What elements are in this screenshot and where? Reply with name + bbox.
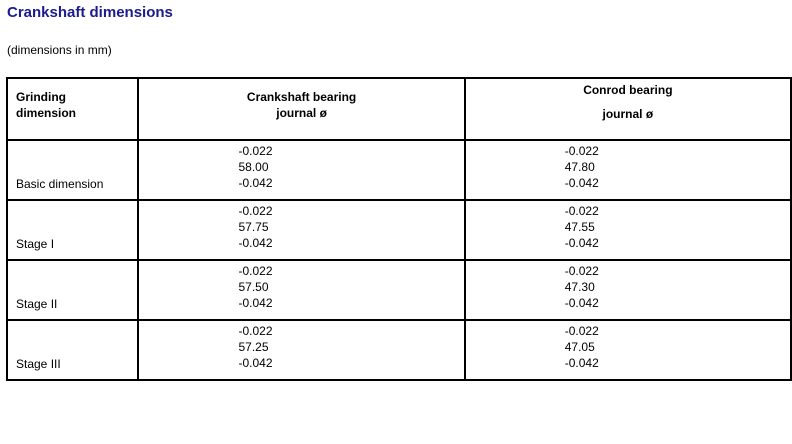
dimensions-table	[6, 77, 792, 381]
crankshaft-value-cell	[138, 140, 464, 200]
nominal-dimension: 47.05	[564, 340, 595, 354]
nominal-dimension: 47.55	[564, 220, 595, 234]
units-note: (dimensions in mm)	[7, 43, 112, 57]
lower-tolerance: -0.042	[564, 356, 599, 370]
header-crankshaft-journal	[138, 78, 464, 140]
upper-tolerance: -0.022	[564, 324, 599, 338]
table-row	[7, 320, 791, 380]
header-conrod-line1: Conrod bearing	[583, 83, 673, 97]
table-row	[7, 140, 791, 200]
crankshaft-value-cell	[138, 320, 464, 380]
conrod-value-cell	[465, 320, 791, 380]
row-label: Stage I	[7, 200, 138, 260]
nominal-dimension: 47.80	[564, 160, 595, 174]
upper-tolerance: -0.022	[238, 144, 273, 158]
table-row	[7, 200, 791, 260]
conrod-value-cell	[465, 200, 791, 260]
conrod-value-cell	[465, 260, 791, 320]
upper-tolerance: -0.022	[238, 204, 273, 218]
crankshaft-value-cell	[138, 200, 464, 260]
nominal-dimension: 57.25	[238, 340, 269, 354]
lower-tolerance: -0.042	[564, 296, 599, 310]
upper-tolerance: -0.022	[238, 264, 273, 278]
header-grinding-dimension	[7, 78, 138, 140]
row-label: Stage III	[7, 320, 138, 380]
row-label: Stage II	[7, 260, 138, 320]
nominal-dimension: 47.30	[564, 280, 595, 294]
upper-tolerance: -0.022	[238, 324, 273, 338]
table-row	[7, 260, 791, 320]
lower-tolerance: -0.042	[238, 176, 273, 190]
lower-tolerance: -0.042	[238, 296, 273, 310]
header-grinding-line1: Grinding	[16, 90, 66, 104]
conrod-value-cell	[465, 140, 791, 200]
header-conrod-line2: journal ø	[602, 107, 654, 121]
header-crankshaft-line2: journal ø	[276, 106, 327, 120]
lower-tolerance: -0.042	[564, 176, 599, 190]
upper-tolerance: -0.022	[564, 204, 599, 218]
header-grinding-line2: dimension	[16, 106, 77, 120]
nominal-dimension: 57.50	[238, 280, 269, 294]
upper-tolerance: -0.022	[564, 144, 599, 158]
lower-tolerance: -0.042	[564, 236, 599, 250]
lower-tolerance: -0.042	[238, 236, 273, 250]
page-title: Crankshaft dimensions	[7, 4, 173, 21]
row-label: Basic dimension	[7, 140, 138, 200]
nominal-dimension: 57.75	[238, 220, 269, 234]
table-header-row	[7, 78, 791, 140]
upper-tolerance: -0.022	[564, 264, 599, 278]
lower-tolerance: -0.042	[238, 356, 273, 370]
header-crankshaft-line1: Crankshaft bearing	[246, 90, 357, 104]
nominal-dimension: 58.00	[238, 160, 269, 174]
header-conrod-journal	[465, 78, 791, 140]
crankshaft-value-cell	[138, 260, 464, 320]
